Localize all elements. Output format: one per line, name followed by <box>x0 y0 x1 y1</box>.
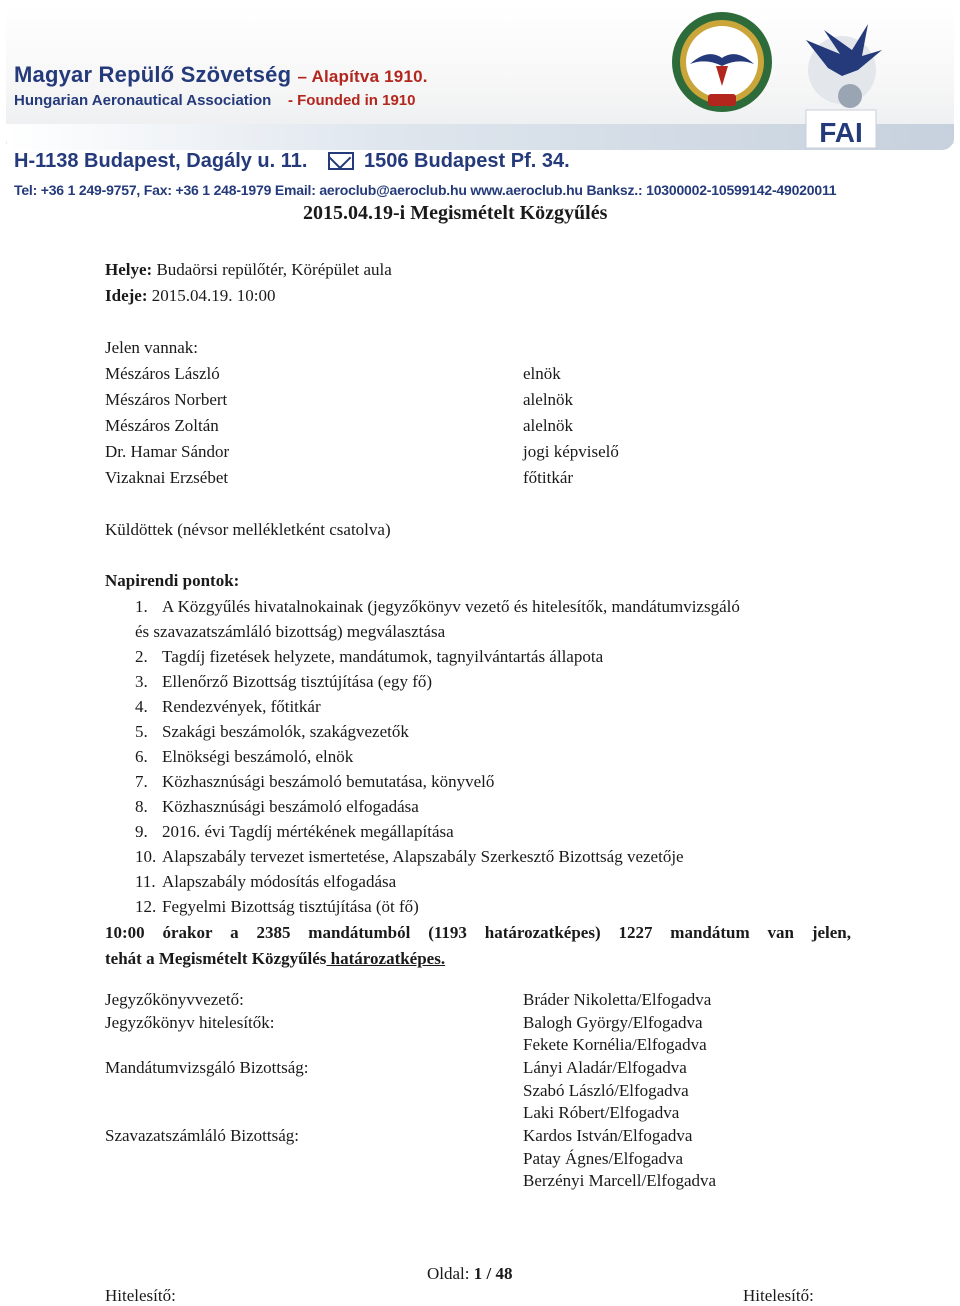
page-label: Oldal: <box>427 1264 474 1283</box>
attendee-name: Vizaknai Erzsébet <box>105 468 229 487</box>
official-entry: Fekete Kornélia/Elfogadva <box>523 1035 707 1054</box>
signer-right: Hitelesítő: <box>743 1286 814 1305</box>
attendee-role: jogi képviselő <box>523 442 619 461</box>
attendee-name: Mészáros Zoltán <box>105 416 219 435</box>
time-label: Ideje: <box>105 286 148 305</box>
agenda-number: 1. <box>135 597 148 616</box>
contact-line: Tel: +36 1 249-9757, Fax: +36 1 248-1979 Email: aeroclub@aeroclub.hu www.aeroclub.hu Banksz.: 10300002-10599142-49020011 <box>14 182 837 198</box>
org-name-en-text: Hungarian Aeronautical Association <box>14 92 272 109</box>
fai-logo <box>788 10 888 154</box>
official-entry: Balogh György/Elfogadva <box>523 1013 703 1032</box>
founded-hu: – Alapítva 1910. <box>297 67 428 86</box>
authenticators-label: Jegyzőkönyv hitelesítők: <box>105 1013 275 1032</box>
agenda-item: A Közgyűlés hivatalnokainak (jegyzőkönyv vezető és hitelesítők, mandátumvizsgáló <box>162 597 740 616</box>
agenda-number: 12. <box>135 897 157 916</box>
envelope-icon <box>328 152 354 170</box>
fai-label: FAI <box>819 117 863 148</box>
agenda-number: 5. <box>135 722 148 741</box>
attendee-name: Dr. Hamar Sándor <box>105 442 230 461</box>
present-heading: Jelen vannak: <box>105 338 198 357</box>
agenda-item: Alapszabály tervezet ismertetése, Alapszabály Szerkesztő Bizottság vezetője <box>162 847 684 866</box>
quorum-result: határozatképes. <box>326 949 446 968</box>
page-current: 1 <box>473 1264 483 1283</box>
agenda-item: Fegyelmi Bizottság tisztújítása (öt fő) <box>162 897 419 916</box>
agenda-number: 8. <box>135 797 148 816</box>
agenda-item: Alapszabály módosítás elfogadása <box>162 872 397 891</box>
agenda-number: 10. <box>135 847 157 866</box>
attendee-role: elnök <box>523 364 561 383</box>
attendee-role: alelnök <box>523 416 574 435</box>
official-entry: Berzényi Marcell/Elfogadva <box>523 1171 717 1190</box>
agenda-number: 3. <box>135 672 148 691</box>
agenda-item: Elnökségi beszámoló, elnök <box>162 747 354 766</box>
official-entry: Kardos István/Elfogadva <box>523 1126 693 1145</box>
agenda-number: 7. <box>135 772 148 791</box>
official-entry: Laki Róbert/Elfogadva <box>523 1103 680 1122</box>
founded-en: - Founded in 1910 <box>287 92 416 109</box>
agenda-number: 9. <box>135 822 148 841</box>
time-line <box>105 286 275 306</box>
page-number <box>427 1264 512 1284</box>
mrsz-emblem <box>668 8 776 124</box>
attendee-role: alelnök <box>523 390 574 409</box>
official-entry: Lányi Aladár/Elfogadva <box>523 1058 687 1077</box>
agenda-item: Közhasznúsági beszámoló bemutatása, könyvelő <box>162 772 495 791</box>
org-name-hu-text: Magyar Repülő Szövetség <box>14 62 292 87</box>
attendee-name: Mészáros Norbert <box>105 390 228 409</box>
mandate-committee-label: Mandátumvizsgáló Bizottság: <box>105 1058 309 1077</box>
agenda-number: 6. <box>135 747 148 766</box>
location-line <box>105 260 392 280</box>
document-title: 2015.04.19-i Megismételt Közgyűlés <box>303 202 608 224</box>
quorum-line-2-a: tehát a Megismételt Közgyűlés <box>105 949 327 968</box>
official-entry: Szabó László/Elfogadva <box>523 1081 689 1100</box>
agenda-item: Közhasznúsági beszámoló elfogadása <box>162 797 419 816</box>
signer-left: Hitelesítő: <box>105 1286 176 1305</box>
org-name-hu <box>14 62 428 88</box>
delegates-note: Küldöttek (névsor mellékletként csatolva) <box>105 520 391 539</box>
agenda-number: 2. <box>135 647 148 666</box>
agenda-item: Rendezvények, főtitkár <box>162 697 321 716</box>
location-label: Helye: <box>105 260 153 279</box>
agenda-item: Tagdíj fizetések helyzete, mandátumok, tagnyilvántartás állapota <box>162 647 604 666</box>
official-entry: Patay Ágnes/Elfogadva <box>523 1149 684 1168</box>
agenda-number: 11. <box>135 872 156 891</box>
recorder-label: Jegyzőkönyvvezető: <box>105 990 244 1009</box>
quorum-line-1: 10:00 órakor a 2385 mandátumból (1193 határozatképes) 1227 mandátum van jelen, <box>105 923 851 942</box>
attendee-role: főtitkár <box>523 468 574 487</box>
agenda-item: Szakági beszámolók, szakágvezetők <box>162 722 409 741</box>
page-separator: / <box>482 1264 496 1283</box>
letterhead <box>6 6 954 206</box>
agenda-item-continuation: és szavazatszámláló bizottság) megválasztása <box>135 622 446 641</box>
agenda-number: 4. <box>135 697 148 716</box>
page-total: 48 <box>495 1264 513 1283</box>
po-box: 1506 Budapest Pf. 34. <box>364 150 570 172</box>
attendee-name: Mészáros László <box>105 364 220 383</box>
agenda-heading: Napirendi pontok: <box>105 571 240 590</box>
time-value: 2015.04.19. 10:00 <box>147 286 276 305</box>
official-entry: Bráder Nikoletta/Elfogadva <box>523 990 712 1009</box>
vote-counting-label: Szavazatszámláló Bizottság: <box>105 1126 300 1145</box>
org-name-en <box>14 92 415 109</box>
address: H-1138 Budapest, Dagály u. 11. <box>14 150 308 172</box>
agenda-item: 2016. évi Tagdíj mértékének megállapítása <box>162 822 454 841</box>
agenda-item: Ellenőrző Bizottság tisztújítása (egy fő) <box>162 672 433 691</box>
location-value: Budaörsi repülőtér, Körépület aula <box>152 260 392 279</box>
quorum-line-2 <box>105 946 445 972</box>
